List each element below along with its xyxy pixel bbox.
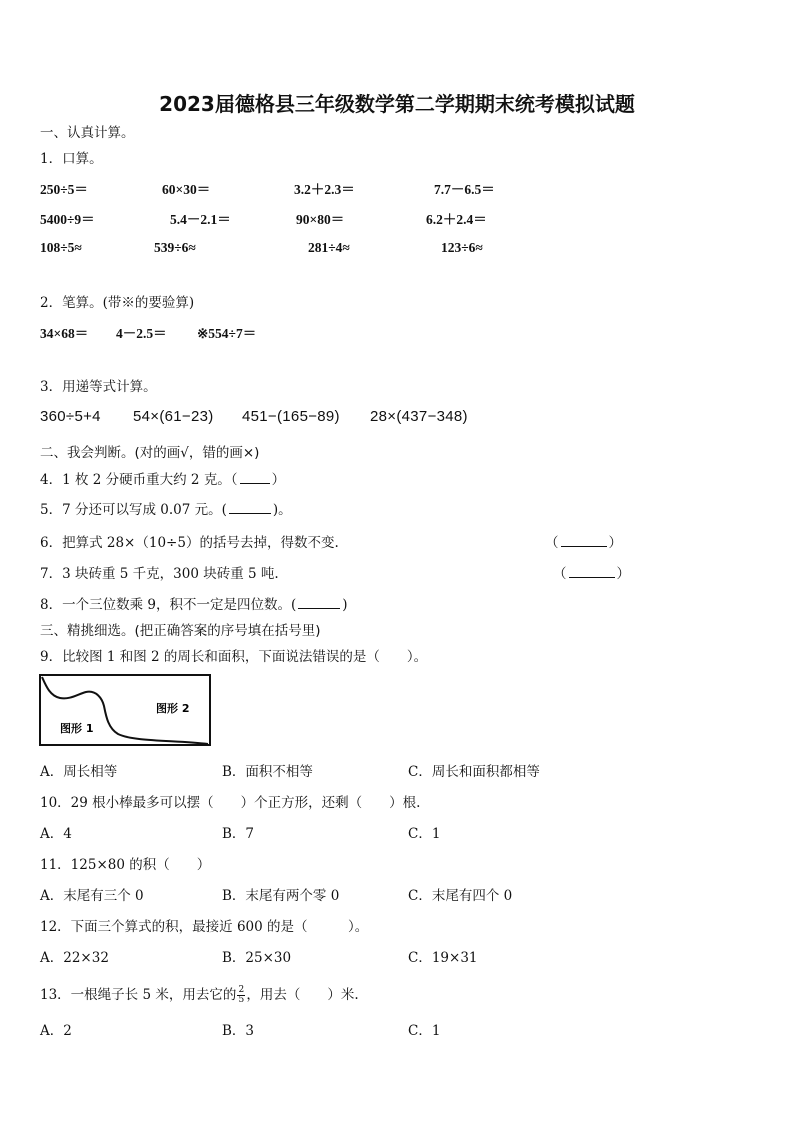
- q12-option-a[interactable]: A．22×32: [40, 950, 109, 966]
- fraction-numerator: 2: [238, 985, 245, 995]
- q7-answer: [553, 562, 630, 582]
- section-1-heading: 一、认真计算。: [40, 125, 135, 141]
- q12-option-b[interactable]: B．25×30: [222, 950, 292, 966]
- q1-item: 108÷5≈: [40, 240, 82, 255]
- q1-item: 5400÷9＝: [40, 212, 95, 227]
- q1-item: 3.2＋2.3＝: [294, 182, 355, 197]
- q11-option-c[interactable]: C．末尾有四个 0: [408, 888, 513, 904]
- q5-close: )。: [272, 502, 292, 518]
- q2-label: 2．笔算。(带※的要验算): [40, 295, 195, 311]
- q12-option-c[interactable]: C．19×31: [408, 950, 478, 966]
- q4-close: ）: [271, 472, 286, 488]
- q9-option-a[interactable]: A．周长相等: [40, 764, 118, 780]
- q9-option-c[interactable]: C．周长和面积都相等: [408, 764, 540, 780]
- q6-close: ）: [608, 535, 622, 551]
- q4-text: 4．1 枚 2 分硬币重大约 2 克。（: [40, 472, 238, 488]
- fig2-label: 图形 2: [156, 702, 190, 715]
- q11-text: 11．125×80 的积（ ）: [40, 857, 211, 873]
- q13-option-a[interactable]: A．2: [40, 1023, 72, 1039]
- q5-answer-blank[interactable]: [229, 501, 271, 514]
- q8: [40, 593, 348, 613]
- q11-option-b[interactable]: B．末尾有两个零 0: [222, 888, 340, 904]
- q3-expression: 28×(437−348): [370, 408, 468, 425]
- section-3-heading: 三、精挑细选。(把正确答案的序号填在括号里): [40, 623, 321, 639]
- q1-label: 1．口算。: [40, 151, 103, 167]
- q1-item: 123÷6≈: [441, 240, 483, 255]
- q2-item: ※554÷7＝: [197, 326, 257, 341]
- q10-text: 10．29 根小棒最多可以摆（ ）个正方形，还剩（ ）根.: [40, 795, 421, 811]
- q7-answer-blank[interactable]: [569, 565, 615, 578]
- q3-expression: 54×(61−23): [133, 408, 214, 425]
- q8-close: ): [342, 597, 348, 613]
- q5: [40, 498, 292, 518]
- fraction-denominator: 5: [238, 995, 245, 1005]
- q7-open: （: [553, 566, 567, 582]
- fig1-label: 图形 1: [60, 722, 94, 735]
- q1-item: 7.7－6.5＝: [434, 182, 495, 197]
- q4-answer-blank[interactable]: [240, 471, 270, 484]
- q3-expression: 360÷5+4: [40, 408, 101, 425]
- q13-text-after: ，用去（ ）米.: [246, 987, 359, 1003]
- q6-open: （: [545, 535, 559, 551]
- q2-item: 4－2.5＝: [116, 326, 167, 341]
- q1-item: 60×30＝: [162, 182, 211, 197]
- q13-option-b[interactable]: B．3: [222, 1023, 255, 1039]
- page-title: 2023届德格县三年级数学第二学期期末统考模拟试题: [159, 92, 635, 116]
- q5-text: 5．7 分还可以写成 0.07 元。(: [40, 502, 227, 518]
- q13-text-before: 13．一根绳子长 5 米，用去它的: [40, 987, 237, 1003]
- q1-item: 281÷4≈: [308, 240, 350, 255]
- q11-option-a[interactable]: A．末尾有三个 0: [40, 888, 144, 904]
- q1-item: 539÷6≈: [154, 240, 196, 255]
- q1-item: 250÷5＝: [40, 182, 88, 197]
- q4: [40, 468, 285, 488]
- q12-text: 12．下面三个算式的积，最接近 600 的是（ ）。: [40, 919, 369, 935]
- q9-figure: [38, 672, 213, 748]
- q13-fraction: [237, 986, 245, 1005]
- q10-option-a[interactable]: A．4: [40, 826, 72, 842]
- q1-item: 6.2＋2.4＝: [426, 212, 487, 227]
- q6-answer-blank[interactable]: [561, 534, 607, 547]
- q9-option-b[interactable]: B．面积不相等: [222, 764, 313, 780]
- q6-answer: [545, 531, 622, 551]
- q13-option-c[interactable]: C．1: [408, 1023, 441, 1039]
- q3-label: 3．用递等式计算。: [40, 379, 157, 395]
- q7-close: ）: [616, 566, 630, 582]
- q1-item: 90×80＝: [296, 212, 345, 227]
- q2-item: 34×68＝: [40, 326, 89, 341]
- q1-item: 5.4－2.1＝: [170, 212, 231, 227]
- q9-text: 9．比较图 1 和图 2 的周长和面积，下面说法错误的是（ ）。: [40, 649, 428, 665]
- q6-text: 6．把算式 28×（10÷5）的括号去掉，得数不变.: [40, 535, 339, 551]
- section-2-heading: 二、我会判断。(对的画√，错的画×): [40, 445, 260, 461]
- q8-text: 8．一个三位数乘 9，积不一定是四位数。(: [40, 597, 297, 613]
- q8-answer-blank[interactable]: [298, 596, 340, 609]
- q3-expression: 451−(165−89): [242, 408, 340, 425]
- q13: [40, 983, 359, 1005]
- q7-text: 7．3 块砖重 5 千克，300 块砖重 5 吨.: [40, 566, 279, 582]
- q10-option-c[interactable]: C．1: [408, 826, 441, 842]
- q10-option-b[interactable]: B．7: [222, 826, 255, 842]
